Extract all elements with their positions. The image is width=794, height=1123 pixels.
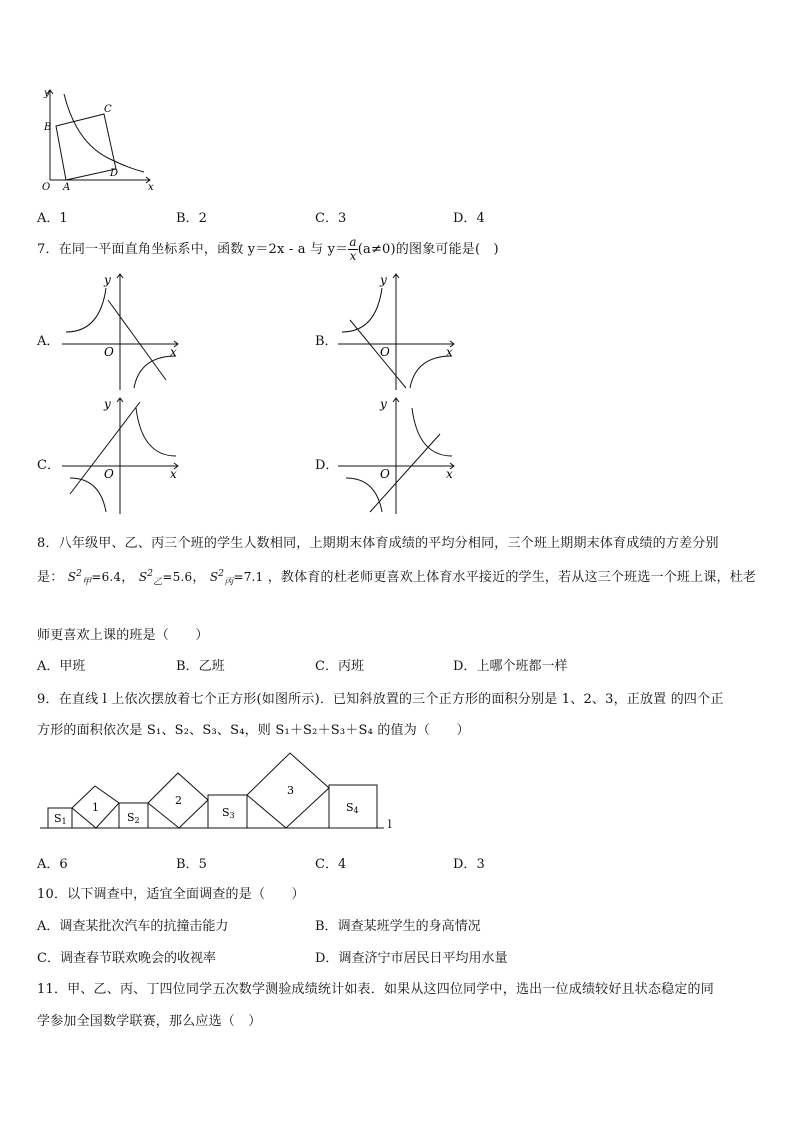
q10-stem: 10．以下调查中，适宜全面调查的是（ ） xyxy=(37,887,305,902)
q10-option-b: B．调查某班学生的身高情况 xyxy=(315,919,481,934)
q11-stem-line2: 学参加全国数学联赛，那么应选（ ） xyxy=(37,1014,262,1029)
q6-option-c: C．3 xyxy=(315,211,347,226)
q9-label-s1: S1 xyxy=(54,812,67,826)
q7-fraction: $\frac{a}{x}$ xyxy=(349,235,357,263)
q9-label-s4: S4 xyxy=(346,801,359,815)
q7a-y: y xyxy=(104,273,111,287)
q9-label-3: 3 xyxy=(287,784,294,797)
q9-label-s3: S3 xyxy=(222,806,235,820)
q7-option-c-label: C． xyxy=(37,458,60,473)
q6-option-d: D．4 xyxy=(453,211,485,226)
q9-option-b: B．5 xyxy=(176,857,207,872)
q9-stem-line1: 9．在直线 l 上依次摆放着七个正方形(如图所示)．已知斜放置的三个正方形的面积分别是 1、2、3，正放置 的四个正 xyxy=(37,692,724,707)
q8-variance-3: $S^2_丙=7.1$ xyxy=(209,569,264,588)
q7-option-a-label: A． xyxy=(37,334,60,349)
q9-option-a: A．6 xyxy=(37,857,68,872)
q7-graph-d xyxy=(336,394,466,516)
q6-label-d: D xyxy=(110,168,119,179)
q7d-y: y xyxy=(380,397,387,411)
q9-option-c: C．4 xyxy=(315,857,347,872)
q6-label-o: O xyxy=(42,182,51,193)
q7b-y: y xyxy=(380,273,387,287)
q8-variance-1: $S^2_甲=6.4$ xyxy=(67,569,122,588)
q6-label-b: B xyxy=(44,122,52,133)
q10-option-d: D．调查济宁市居民日平均用水量 xyxy=(315,951,508,966)
q7d-o: O xyxy=(380,467,390,481)
q7c-x: x xyxy=(170,467,177,481)
q7d-x: x xyxy=(446,467,453,481)
q8-option-d: D．上哪个班都一样 xyxy=(453,659,568,674)
q9-label-1: 1 xyxy=(92,801,99,814)
q6-label-a: A xyxy=(63,182,71,193)
q7c-o: O xyxy=(104,467,114,481)
q9-option-d: D．3 xyxy=(453,857,485,872)
q7-graph-c xyxy=(60,394,190,516)
q8-option-a: A．甲班 xyxy=(37,659,86,674)
q7a-x: x xyxy=(170,345,177,359)
q10-option-c: C．调查春节联欢晚会的收视率 xyxy=(37,951,216,966)
q8-option-b: B．乙班 xyxy=(176,659,225,674)
q7b-x: x xyxy=(446,345,453,359)
q7-option-d-label: D． xyxy=(315,458,339,473)
q9-figure xyxy=(36,748,406,838)
q7-graph-a xyxy=(60,270,190,392)
q6-label-y: y xyxy=(44,88,50,99)
q7-stem: 7．在同一平面直角坐标系中，函数 y＝2x - a 与 y＝ $\frac{a}{x}$ (a≠0)的图象可能是( ) xyxy=(37,235,499,263)
q8-option-c: C．丙班 xyxy=(315,659,364,674)
q8-stem-line1: 8．八年级甲、乙、丙三个班的学生人数相同，上期期末体育成绩的平均分相同，三个班上期期末体育成绩的方差分别 xyxy=(37,536,719,551)
q9-label-s2: S2 xyxy=(127,811,140,825)
q10-option-a: A．调查某批次汽车的抗撞击能力 xyxy=(37,919,229,934)
q8-variance-2: $S^2_乙=5.6$ xyxy=(138,569,193,588)
q7b-o: O xyxy=(380,345,390,359)
q6-figure xyxy=(36,84,166,194)
q9-stem-line2: 方形的面积依次是 S₁、S₂、S₃、S₄，则 S₁＋S₂＋S₃＋S₄ 的值为（ ） xyxy=(37,723,470,738)
q7-graph-b xyxy=(336,270,466,392)
q8-stem-line3: 师更喜欢上课的班是（ ） xyxy=(37,628,209,643)
q6-option-b: B．2 xyxy=(176,211,207,226)
q7a-o: O xyxy=(104,345,114,359)
q7-option-b-label: B． xyxy=(315,334,338,349)
q6-label-c: C xyxy=(104,104,112,115)
q7c-y: y xyxy=(104,397,111,411)
q9-label-line: l xyxy=(388,818,392,831)
q9-label-2: 2 xyxy=(175,794,182,807)
q6-option-a: A．1 xyxy=(37,211,68,226)
q6-label-x: x xyxy=(148,182,154,193)
q8-stem-line2: 是： $S^2_甲=6.4$， $S^2_乙=5.6$， $S^2_丙=7.1$ ，教体育的杜老师更喜欢上体育水平接近的学生，若从这三个班选一个班上课，杜老 xyxy=(37,569,757,588)
q11-stem-line1: 11．甲、乙、丙、丁四位同学五次数学测验成绩统计如表．如果从这四位同学中，选出一位成绩较好且状态稳定的同 xyxy=(37,982,714,997)
